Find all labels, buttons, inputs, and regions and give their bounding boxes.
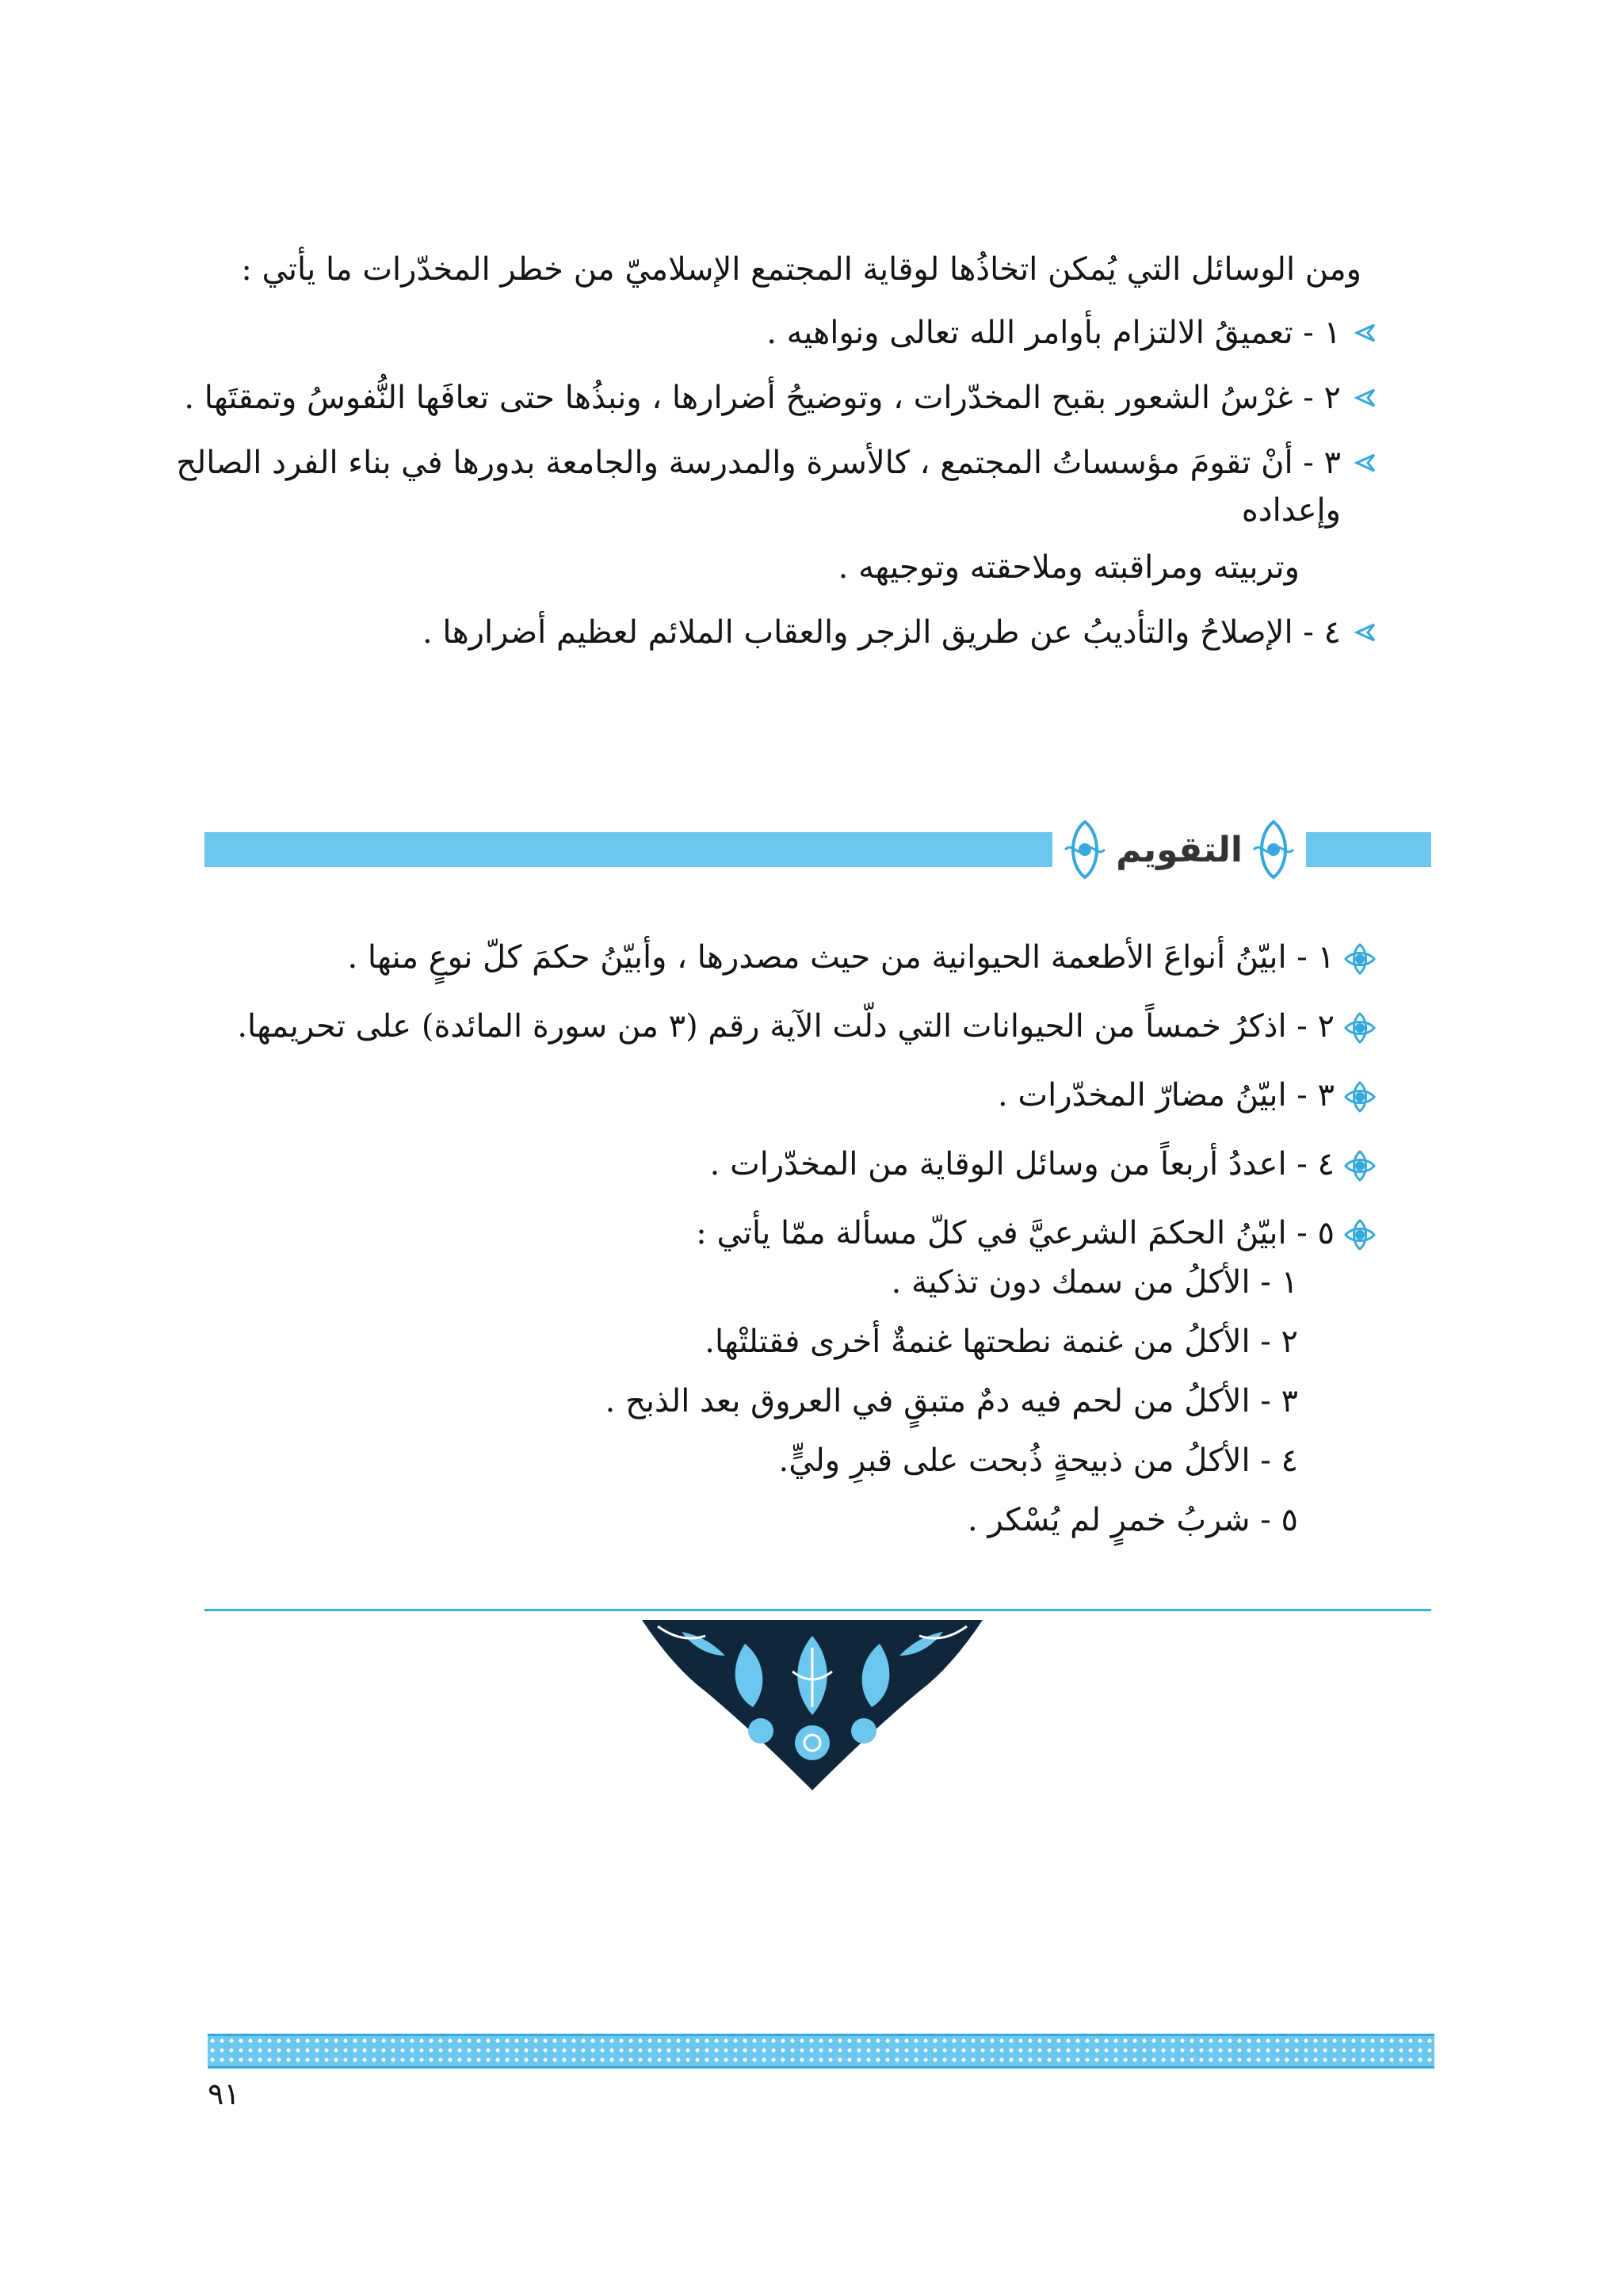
flower-bullet-icon xyxy=(1344,1219,1376,1251)
arrow-bullet-icon xyxy=(1352,623,1376,642)
floral-ornament-icon xyxy=(1246,818,1301,881)
flower-bullet-icon xyxy=(1344,1081,1376,1113)
question-text: ٢ - اذكرُ خمساً من الحيوانات التي دلّت الآية رقم (٣ من سورة المائدة) على تحريمها. xyxy=(237,1008,1335,1045)
sub-question-item: ١ - الأكلُ من سمك دون تذكية . xyxy=(891,1264,1298,1301)
list-item xyxy=(124,609,1376,656)
sub-question-item: ٥ - شربُ خمرٍ لم يُسْكر . xyxy=(968,1502,1298,1538)
sub-question-item: ٢ - الأكلُ من غنمة نطحتها غنمةٌ أخرى فقتلتْها. xyxy=(705,1324,1298,1360)
bottom-divider xyxy=(204,1609,1431,1611)
sub-questions xyxy=(426,1259,1298,1556)
list-item xyxy=(124,439,1376,534)
section-heading xyxy=(1052,810,1306,889)
list-item-continuation xyxy=(124,544,1376,591)
question-item xyxy=(227,1072,1376,1140)
page-number: ٩١ xyxy=(208,2076,240,2111)
question-text: ٥ - ابيّنُ الحكمَ الشرعيَّ في كلّ مسألة ممّا يأتي : xyxy=(696,1215,1335,1251)
floral-ornament-icon xyxy=(1057,818,1113,881)
flower-bullet-icon xyxy=(1344,1150,1376,1182)
list-item xyxy=(124,374,1376,422)
sub-question-item: ٤ - الأكلُ من ذبيحةٍ ذُبحت على قبرِ وليٍّ. xyxy=(778,1442,1298,1479)
arrow-bullet-icon xyxy=(1352,388,1376,407)
evaluation-questions xyxy=(227,934,1376,1278)
list-item-text: ٤ - الإصلاحُ والتأديبُ عن طريق الزجر والعقاب الملائم لعظيم أضرارها . xyxy=(422,614,1341,651)
flower-bullet-icon xyxy=(1344,1012,1376,1044)
question-text: ١ - ابيّنُ أنواعَ الأطعمة الحيوانية من حيث مصدرها ، وأبيّنُ حكمَ كلّ نوعٍ منها . xyxy=(347,939,1335,976)
list-item-text: ١ - تعميقُ الالتزام بأوامر الله تعالى ونواهيه . xyxy=(766,315,1341,351)
footer-band xyxy=(208,2034,1434,2069)
section-title: التقويم xyxy=(1116,829,1243,870)
flower-bullet-icon xyxy=(1344,943,1376,975)
question-item xyxy=(227,1003,1376,1072)
list-item-text: وتربيته ومراقبته وملاحقته وتوجيهه . xyxy=(838,549,1300,586)
intro-paragraph: ومن الوسائل التي يُمكن اتخاذُها لوقاية المجتمع الإسلاميّ من خطر المخدّرات ما يأتي : xyxy=(241,251,1361,288)
arrow-bullet-icon xyxy=(1352,323,1376,342)
sub-question-item: ٣ - الأكلُ من لحم فيه دمٌ متبقٍ في العروق بعد الذبح . xyxy=(605,1383,1298,1419)
list-item-text: ٢ - غرْسُ الشعور بقبح المخدّرات ، وتوضيحُ أضرارها ، ونبذُها حتى تعافَها النُّفوسُ وتمقتَها . xyxy=(184,380,1341,416)
list-item xyxy=(124,309,1376,357)
question-text: ٤ - اعددُ أربعاً من وسائل الوقاية من المخدّرات . xyxy=(709,1146,1335,1182)
list-item-text: ٣ - أنْ تقومَ مؤسساتُ المجتمع ، كالأسرة والمدرسة والجامعة بدورها في بناء الفرد الصالح وإعداده xyxy=(176,445,1341,529)
question-item xyxy=(227,1140,1376,1209)
arrow-bullet-icon xyxy=(1352,453,1376,472)
prevention-list xyxy=(124,309,1376,674)
question-item xyxy=(227,934,1376,1003)
question-text: ٣ - ابيّنُ مضارّ المخدّرات . xyxy=(998,1077,1335,1114)
floral-ornament-icon xyxy=(634,1612,991,1794)
